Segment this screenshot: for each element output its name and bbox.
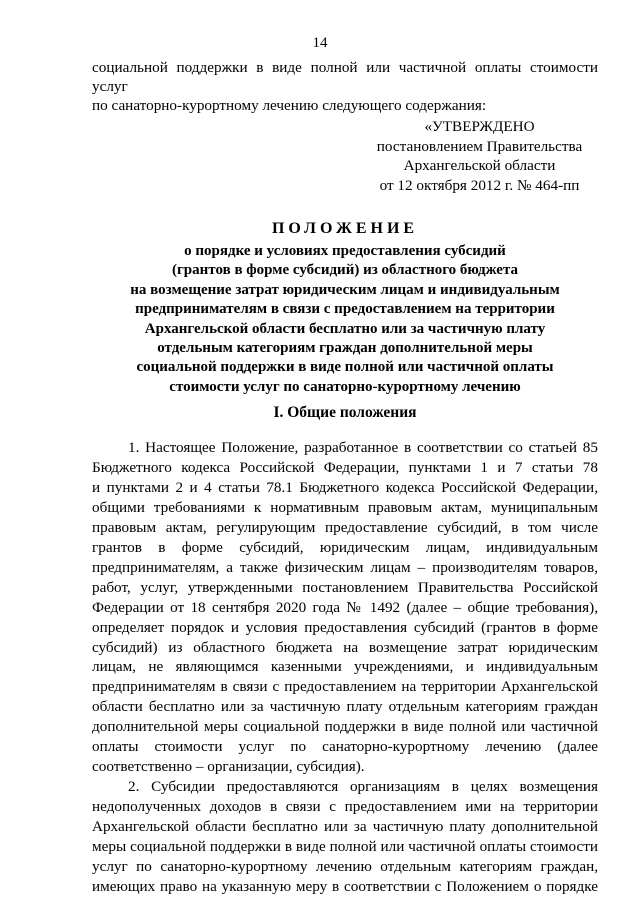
body-line: и пунктами 2 и 4 статьи 78.1 Бюджетного кодекса Российской Федерации, bbox=[92, 478, 598, 496]
approval-stamp-block bbox=[372, 117, 587, 195]
body-line: субсидий) из областного бюджета на возмещение затрат юридическим bbox=[92, 638, 598, 656]
title-main: ПОЛОЖЕНИЕ bbox=[271, 220, 419, 237]
body-line: Архангельской области бесплатно или за частичную плату дополнительной bbox=[92, 818, 598, 836]
body-line: предпринимателям, а также физическим лицам – производителям товаров, bbox=[92, 558, 598, 576]
intro-line: социальной поддержки в виде полной или частичной оплаты стоимости услуг bbox=[92, 59, 598, 95]
title-line: на возмещение затрат юридическим лицам и индивидуальным bbox=[130, 281, 560, 298]
body-line: общими требованиями к нормативным правовым актам, муниципальным bbox=[92, 498, 598, 516]
intro-line: по санаторно-курортному лечению следующего содержания: bbox=[92, 97, 487, 114]
title-line: о порядке и условиях предоставления субсидий bbox=[184, 243, 506, 259]
title-line: стоимости услуг по санаторно-курортному лечению bbox=[169, 378, 521, 395]
approval-line: от 12 октября 2012 г. № 464-пп bbox=[379, 176, 580, 194]
body-line: меры социальной поддержки в виде полной или частичной оплаты стоимости bbox=[92, 838, 598, 856]
body-line: предпринимателям в связи с предоставлением на территории Архангельской bbox=[92, 678, 598, 696]
body-line: соответственно – организации, субсидия). bbox=[92, 758, 365, 776]
body-line: Бюджетного кодекса Российской Федерации, пунктами 1 и 7 статьи 78 bbox=[92, 458, 598, 476]
approval-line: «УТВЕРЖДЕНО bbox=[424, 118, 535, 135]
title-line: (грантов в форме субсидий) из областного бюджета bbox=[172, 262, 518, 279]
body-line: определяет порядок и условия предоставления субсидий (грантов в форме bbox=[92, 618, 598, 636]
body-line: оплаты стоимости услуг по санаторно-курортному лечению (далее bbox=[92, 738, 598, 756]
body-line: области бесплатно или за частичную плату отдельным категориям граждан bbox=[92, 698, 598, 716]
title-line: Архангельской области бесплатно или за частичную плату bbox=[144, 320, 546, 337]
section-heading: I. Общие положения bbox=[273, 404, 417, 421]
approval-line: постановлением Правительства bbox=[376, 137, 583, 155]
body-line: грантов в форме субсидий, юридическим лицам, индивидуальным bbox=[92, 538, 598, 556]
body-line: услуг по санаторно-курортному лечению отдельным категориям граждан, bbox=[92, 858, 598, 876]
body-line: правовым актам, регулирующим предоставление субсидий, в том числе bbox=[92, 518, 598, 536]
title-line: предпринимателям в связи с предоставлением на территории bbox=[135, 301, 555, 318]
body-line: Федерации от 18 сентября 2020 года № 1492 (далее – общие требования), bbox=[92, 598, 598, 616]
body-line: недополученных доходов в связи с предоставлением ими на территории bbox=[92, 798, 598, 816]
title-line: социальной поддержки в виде полной или частичной оплаты bbox=[136, 359, 554, 376]
body-line: 2. Субсидии предоставляются организациям в целях возмещения bbox=[128, 778, 598, 796]
body-line: имеющих право на указанную меру в соответствии с Положением о порядке bbox=[92, 877, 598, 895]
page-number: 14 bbox=[312, 35, 328, 51]
body-line: дополнительной меры социальной поддержки в виде полной или частичной bbox=[92, 718, 598, 736]
document-title bbox=[92, 219, 598, 397]
body-line: 1. Настоящее Положение, разработанное в соответствии со статьей 85 bbox=[128, 439, 598, 456]
title-line: отдельным категориям граждан дополнительной меры bbox=[157, 340, 533, 357]
body-line: лицам, не являющимся казенными учреждениями, и индивидуальным bbox=[92, 658, 598, 676]
approval-line: Архангельской области bbox=[403, 157, 556, 174]
body-line: работ, услуг, утвержденными постановлением Правительства Российской bbox=[92, 578, 598, 596]
body-text bbox=[92, 438, 598, 897]
intro-paragraph bbox=[92, 58, 598, 115]
